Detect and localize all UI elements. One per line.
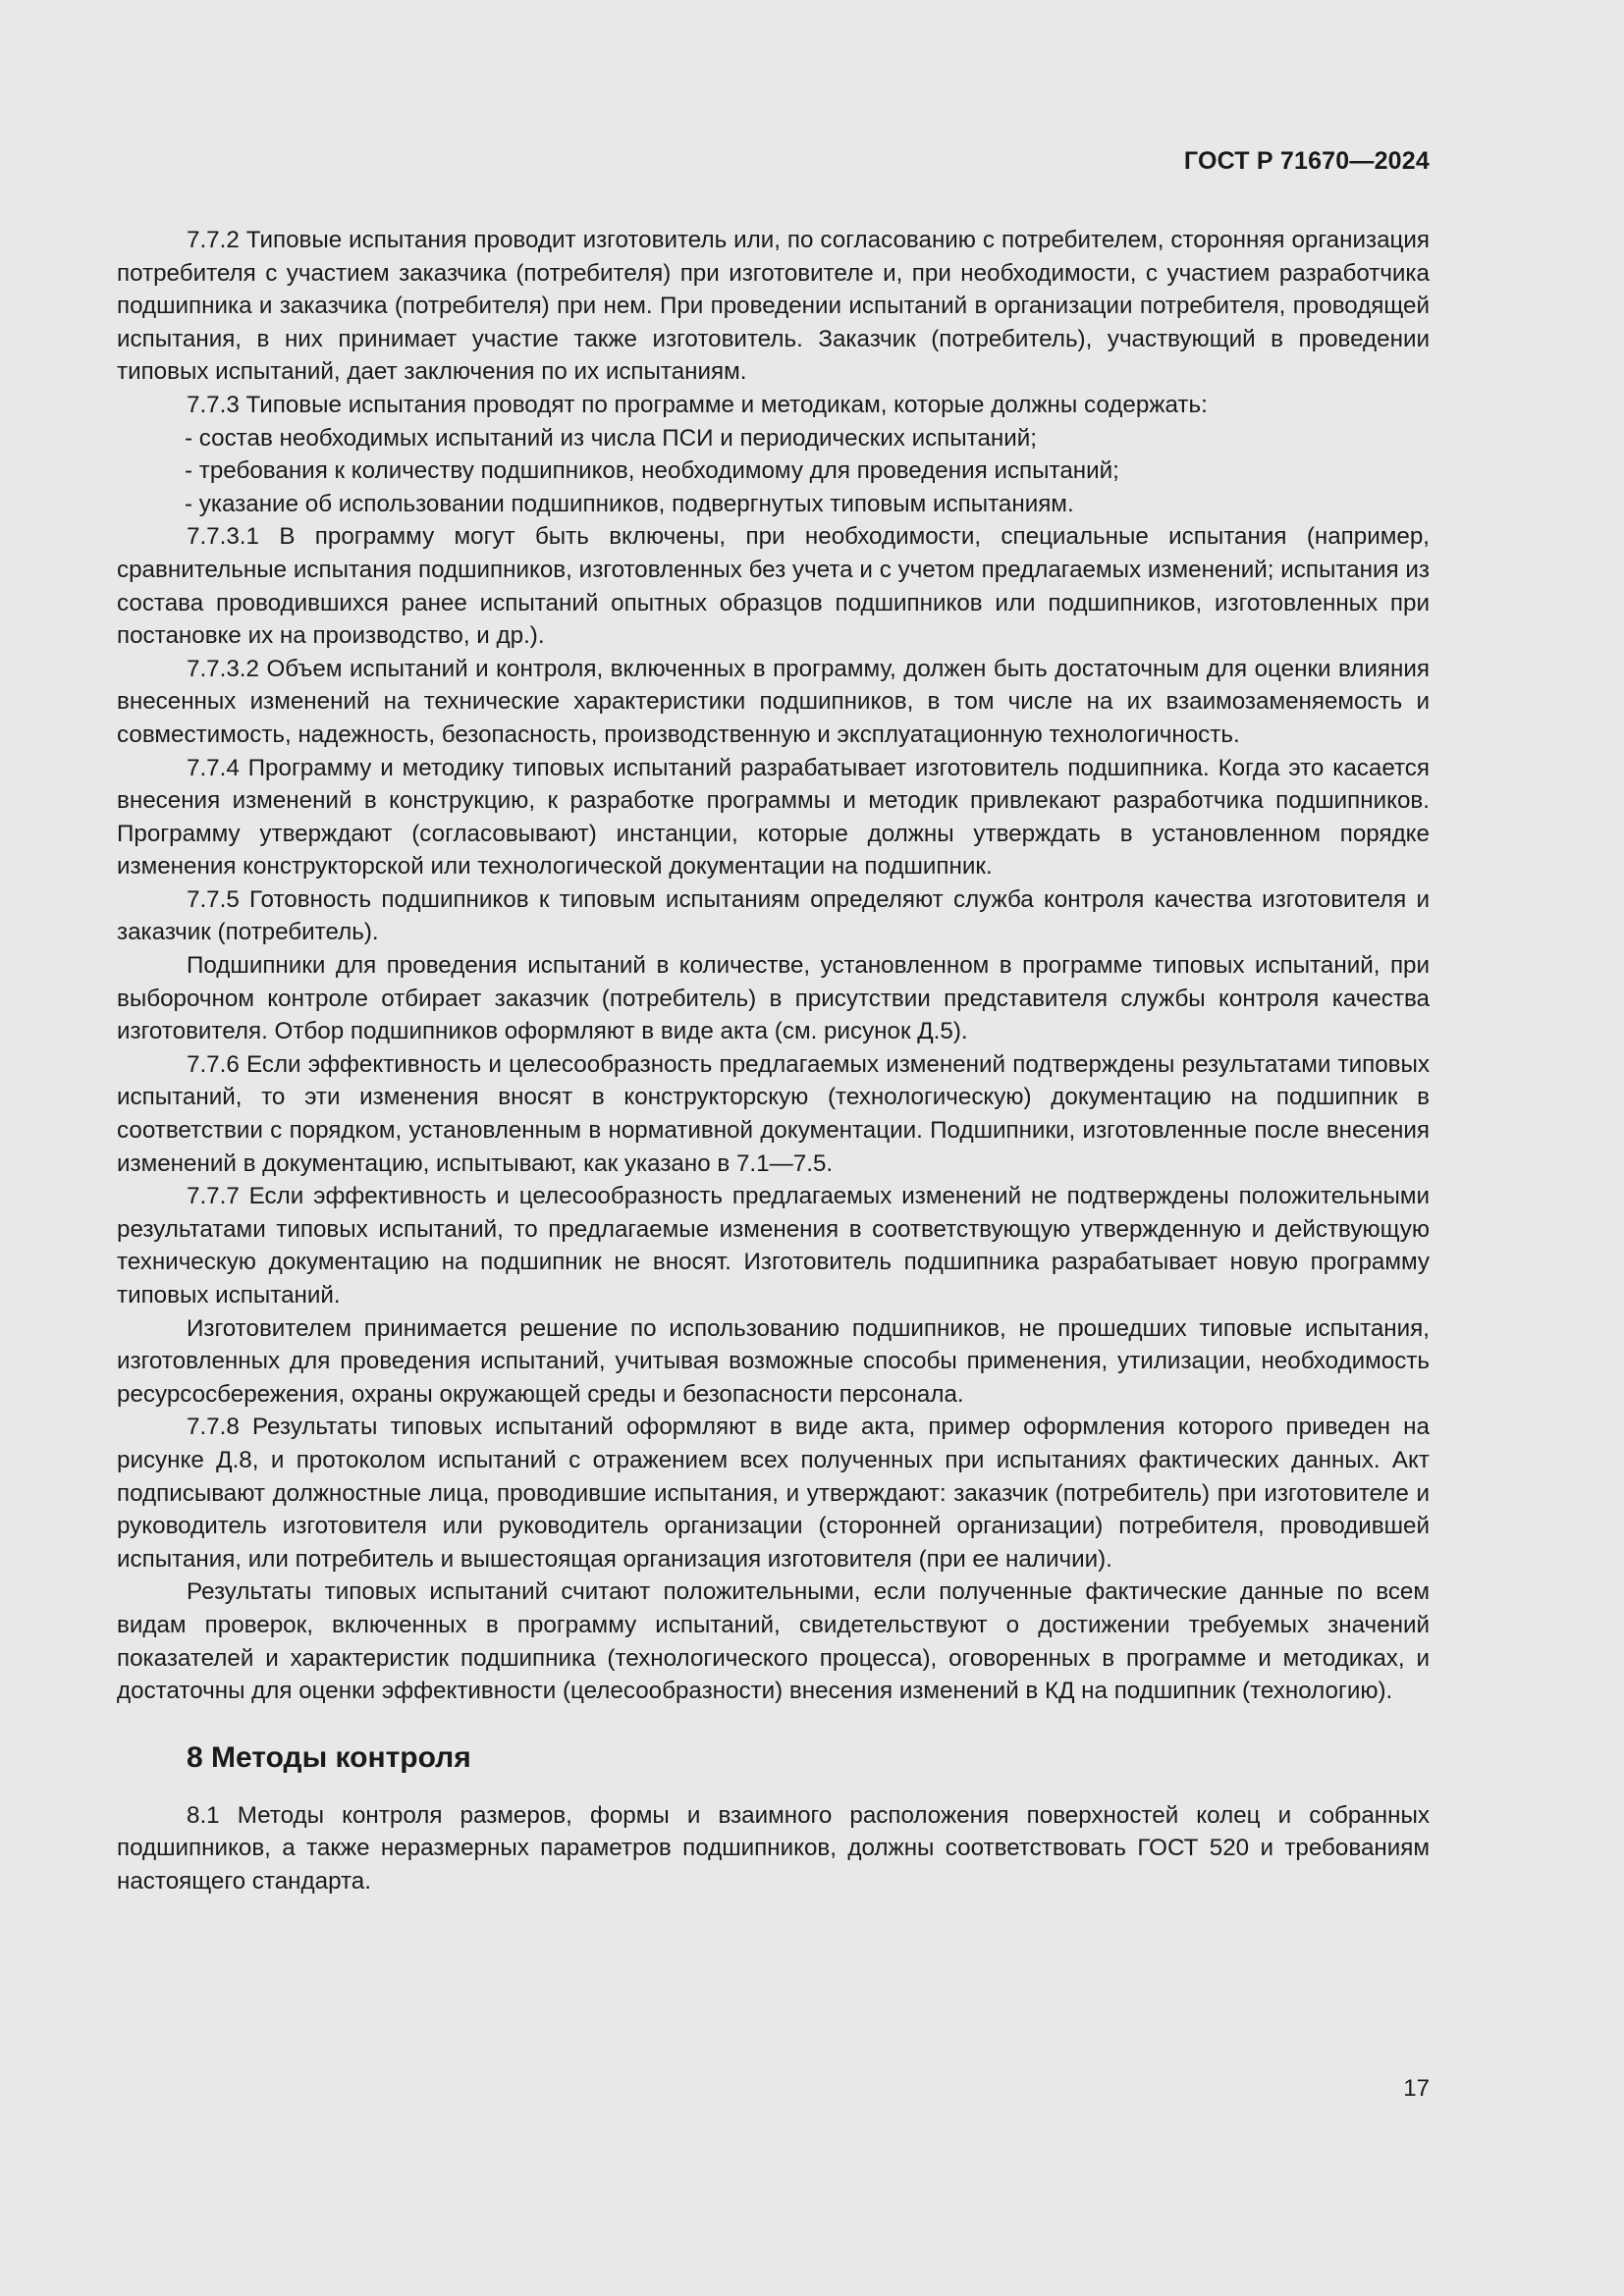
- list-item: - указание об использовании подшипников, подвергнутых типовым испытаниям.: [185, 490, 1074, 517]
- paragraph-8-1: 8.1 Методы контроля размеров, формы и взаимного расположения поверхностей колец и собранных подшипников, а также неразмерных параметров подшипников, должны соответствовать ГОСТ 520 и требованиям настоящего стандарта.: [117, 1801, 1430, 1895]
- paragraph-7-7-3-1: 7.7.3.1 В программу могут быть включены, при необходимости, специальные испытания (например, сравнительные испытания подшипников, изготовленных без учета и с учетом предлагаемых изменений; испытания из состава проводившихся ранее испытаний опытных образцов подшипников или подшипников, изготовленных при постановке их на производство, и др.).: [117, 523, 1430, 650]
- paragraph-7-7-3-2: 7.7.3.2 Объем испытаний и контроля, включенных в программу, должен быть достаточным для оценки влияния внесенных изменений на технические характеристики подшипников, в том числе на их взаимозаменяемость и совместимость, надежность, безопасность, производственную и эксплуатационную технологичность.: [117, 655, 1430, 748]
- paragraph-7-7-2: 7.7.2 Типовые испытания проводит изготовитель или, по согласованию с потребителем, сторонняя организация потребителя с участием заказчика (потребителя) при изготовителе и, при необходимости, с участием разработчика подшипника и заказчика (потребителя) при нем. При проведении испытаний в организации потребителя, проводящей испытания, в них принимает участие также изготовитель. Заказчик (потребитель), участвующий в проведении типовых испытаний, дает заключения по их испытаниям.: [117, 227, 1430, 386]
- paragraph-7-7-6: 7.7.6 Если эффективность и целесообразность предлагаемых изменений подтверждены результатами типовых испытаний, то эти изменения вносят в конструкторскую (технологическую) документацию на подшипник в соответствии с порядком, установленным в нормативной документации. Подшипники, изготовленные после внесения изменений в документацию, испытывают, как указано в 7.1—7.5.: [117, 1050, 1430, 1177]
- paragraph-7-7-8-results: Результаты типовых испытаний считают положительными, если полученные фактические данные по всем видам проверок, включенных в программу испытаний, свидетельствуют о достижении требуемых значений показателей и характеристик подшипника (технологического процесса), оговоренных в программе и методиках, и достаточны для оценки эффективности (целесообразности) внесения изменений в КД на подшипник (технологию).: [117, 1578, 1430, 1705]
- list-item: - состав необходимых испытаний из числа ПСИ и периодических испытаний;: [185, 424, 1038, 452]
- paragraph-7-7-8: 7.7.8 Результаты типовых испытаний оформляют в виде акта, пример оформления которого приведен на рисунке Д.8, и протоколом испытаний с отражением всех полученных при испытаниях фактических данных. Акт подписывают должностные лица, проводившие испытания, и утверждают: заказчик (потребитель) при изготовителе и руководитель изготовителя или руководитель организации (сторонней организации) потребителя, проводившей испытания, или потребитель и вышестоящая организация изготовителя (при ее наличии).: [117, 1414, 1430, 1573]
- page-number: 17: [1403, 2075, 1430, 2102]
- paragraph-7-7-5: 7.7.5 Готовность подшипников к типовым испытаниям определяют служба контроля качества изготовителя и заказчик (потребитель).: [117, 885, 1430, 946]
- document-body: [117, 224, 1430, 1898]
- paragraph-7-7-5-selection: Подшипники для проведения испытаний в количестве, установленном в программе типовых испытаний, при выборочном контроле отбирает заказчик (потребитель) в присутствии представителя службы контроля качества изготовителя. Отбор подшипников оформляют в виде акта (см. рисунок Д.5).: [117, 952, 1430, 1045]
- section-title: 8 Методы контроля: [187, 1740, 471, 1774]
- paragraph-7-7-3: 7.7.3 Типовые испытания проводят по программе и методикам, которые должны содержать:: [187, 391, 1208, 418]
- paragraph-7-7-7: 7.7.7 Если эффективность и целесообразность предлагаемых изменений не подтверждены положительными результатами типовых испытаний, то предлагаемые изменения в соответствующую утвержденную и действующую техническую документацию на подшипник не вносят. Изготовитель подшипника разрабатывает новую программу типовых испытаний.: [117, 1183, 1430, 1308]
- list-item: - требования к количеству подшипников, необходимому для проведения испытаний;: [185, 457, 1119, 485]
- paragraph-7-7-7-decision: Изготовителем принимается решение по использованию подшипников, не прошедших типовые испытания, изготовленных для проведения испытаний, учитывая возможные способы применения, утилизации, необходимость ресурсосбережения, охраны окружающей среды и безопасности персонала.: [117, 1314, 1430, 1408]
- paragraph-7-7-4: 7.7.4 Программу и методику типовых испытаний разрабатывает изготовитель подшипника. Когда это касается внесения изменений в конструкцию, к разработке программы и методик привлекают разработчика подшипников. Программу утверждают (согласовывают) инстанции, которые должны утверждать в установленном порядке изменения конструкторской или технологической документации на подшипник.: [117, 754, 1430, 881]
- document-header: ГОСТ Р 71670—2024: [1183, 147, 1430, 175]
